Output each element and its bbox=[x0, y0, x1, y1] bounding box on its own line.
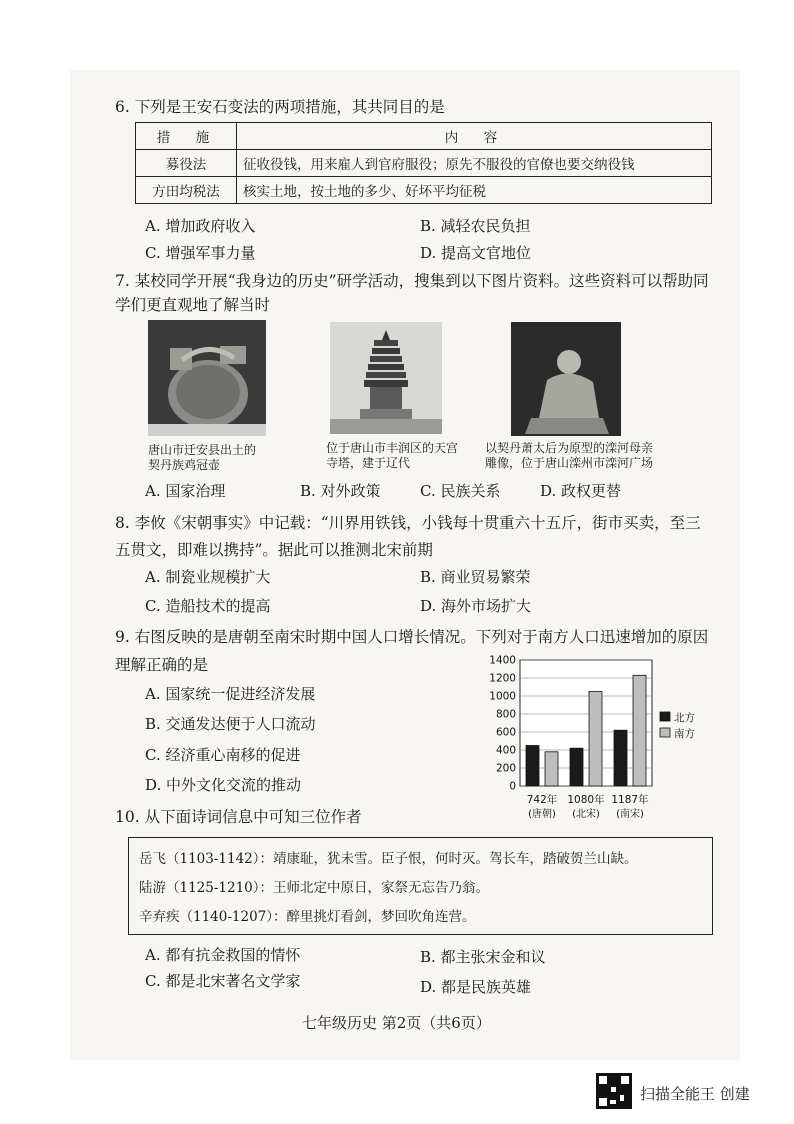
option[interactable]: C. 都是北宋著名文学家 bbox=[145, 972, 301, 990]
option[interactable]: B. 减轻农民负担 bbox=[420, 217, 531, 235]
bar-north bbox=[570, 748, 583, 786]
q8-stem-line1: 8. 李攸《宋朝事实》中记载：“川界用铁钱，小钱每十贯重六十五斤，街市买卖，至三 bbox=[115, 514, 701, 532]
bar-north bbox=[526, 746, 539, 787]
bar-south bbox=[589, 692, 602, 787]
y-tick-label: 1200 bbox=[489, 672, 516, 685]
bar-south bbox=[633, 675, 646, 786]
kettle-photo bbox=[148, 320, 266, 436]
option[interactable]: A. 制瓷业规模扩大 bbox=[145, 568, 271, 586]
q9-stem-line1: 9. 右图反映的是唐朝至南宋时期中国人口增长情况。下列对于南方人口迅速增加的原因 bbox=[115, 628, 709, 646]
table-header: 措 施 bbox=[136, 123, 237, 150]
legend-swatch bbox=[660, 712, 670, 721]
q7-stem-line2: 学们更直观地了解当时 bbox=[115, 296, 271, 314]
bar-south bbox=[545, 752, 558, 786]
statue-photo bbox=[511, 322, 621, 436]
option[interactable]: D. 都是民族英雄 bbox=[420, 978, 532, 996]
y-tick-label: 1000 bbox=[489, 690, 516, 703]
poem-line: 辛弃疾（1140-1207）：醉里挑灯看剑，梦回吹角连营。 bbox=[139, 909, 476, 925]
x-tick-sublabel: (南宋) bbox=[616, 809, 644, 820]
q6-table bbox=[135, 122, 712, 204]
x-tick-label: 1080年 bbox=[567, 794, 605, 806]
photo-caption: 位于唐山市丰润区的天宫 寺塔，建于辽代 bbox=[326, 441, 459, 470]
option[interactable]: B. 都主张宋金和议 bbox=[420, 948, 546, 966]
option[interactable]: D. 提高文官地位 bbox=[420, 244, 532, 262]
option[interactable]: D. 政权更替 bbox=[540, 482, 622, 500]
option[interactable]: A. 国家治理 bbox=[145, 482, 226, 500]
q7-stem-line1: 7. 某校同学开展“我身边的历史”研学活动，搜集到以下图片资料。这些资料可以帮助同 bbox=[115, 272, 709, 290]
option[interactable]: D. 海外市场扩大 bbox=[420, 597, 532, 615]
q10-stem: 10. 从下面诗词信息中可知三位作者 bbox=[115, 808, 362, 826]
legend-swatch bbox=[660, 728, 670, 737]
option[interactable]: B. 商业贸易繁荣 bbox=[420, 568, 531, 586]
y-tick-label: 800 bbox=[495, 708, 516, 721]
option[interactable]: D. 中外文化交流的推动 bbox=[145, 776, 302, 794]
scanner-watermark: 扫描全能王 创建 bbox=[640, 1085, 750, 1103]
table-cell: 核实土地，按土地的多少、好坏平均征税 bbox=[237, 177, 712, 204]
poem-line: 岳飞（1103-1142）：靖康耻，犹未雪。臣子恨，何时灭。驾长车，踏破贺兰山缺。 bbox=[139, 851, 638, 867]
option[interactable]: C. 民族关系 bbox=[420, 482, 501, 500]
plot-area bbox=[520, 660, 652, 786]
photo-caption: 以契丹萧太后为原型的滦河母亲 雕像，位于唐山滦州市滦河广场 bbox=[485, 441, 654, 470]
option[interactable]: C. 增强军事力量 bbox=[145, 244, 256, 262]
pagoda-photo bbox=[330, 322, 442, 434]
population-bar-chart bbox=[480, 650, 710, 830]
table-header: 内 容 bbox=[237, 123, 712, 150]
y-tick-label: 600 bbox=[495, 726, 516, 739]
x-tick-label: 1187年 bbox=[611, 794, 649, 806]
y-tick-label: 200 bbox=[495, 762, 516, 775]
poem-line: 陆游（1125-1210）：王师北定中原日，家祭无忘告乃翁。 bbox=[139, 880, 490, 896]
option[interactable]: B. 对外政策 bbox=[300, 482, 381, 500]
x-tick-label: 742年 bbox=[526, 794, 558, 806]
y-tick-label: 0 bbox=[509, 780, 516, 793]
table-cell: 征收役钱，用来雇人到官府服役；原先不服役的官僚也要交纳役钱 bbox=[237, 150, 712, 177]
q6-stem: 6. 下列是王安石变法的两项措施，其共同目的是 bbox=[115, 98, 445, 116]
table-cell: 方田均税法 bbox=[136, 177, 237, 204]
option[interactable]: A. 国家统一促进经济发展 bbox=[145, 685, 316, 703]
legend-label: 北方 bbox=[674, 712, 695, 724]
table-cell: 募役法 bbox=[136, 150, 237, 177]
bar-north bbox=[614, 730, 627, 786]
x-tick-sublabel: (北宋) bbox=[572, 809, 600, 820]
option[interactable]: C. 经济重心南移的促进 bbox=[145, 746, 301, 764]
page-footer: 七年级历史 第2页（共6页） bbox=[302, 1014, 491, 1032]
legend-label: 南方 bbox=[674, 728, 695, 740]
x-tick-sublabel: (唐朝) bbox=[528, 809, 556, 820]
qr-code-icon bbox=[596, 1073, 632, 1109]
y-tick-label: 1400 bbox=[489, 654, 516, 667]
q9-stem-line2: 理解正确的是 bbox=[115, 656, 209, 674]
y-tick-label: 400 bbox=[495, 744, 516, 757]
option[interactable]: A. 都有抗金救国的情怀 bbox=[145, 946, 301, 964]
option[interactable]: B. 交通发达便于人口流动 bbox=[145, 715, 316, 733]
q8-stem-line2: 五贯文，即难以携持”。据此可以推测北宋前期 bbox=[115, 541, 433, 559]
option[interactable]: A. 增加政府收入 bbox=[145, 217, 256, 235]
photo-caption: 唐山市迁安县出土的 契丹族鸡冠壶 bbox=[148, 443, 257, 472]
poem-box bbox=[128, 837, 713, 935]
option[interactable]: C. 造船技术的提高 bbox=[145, 597, 271, 615]
